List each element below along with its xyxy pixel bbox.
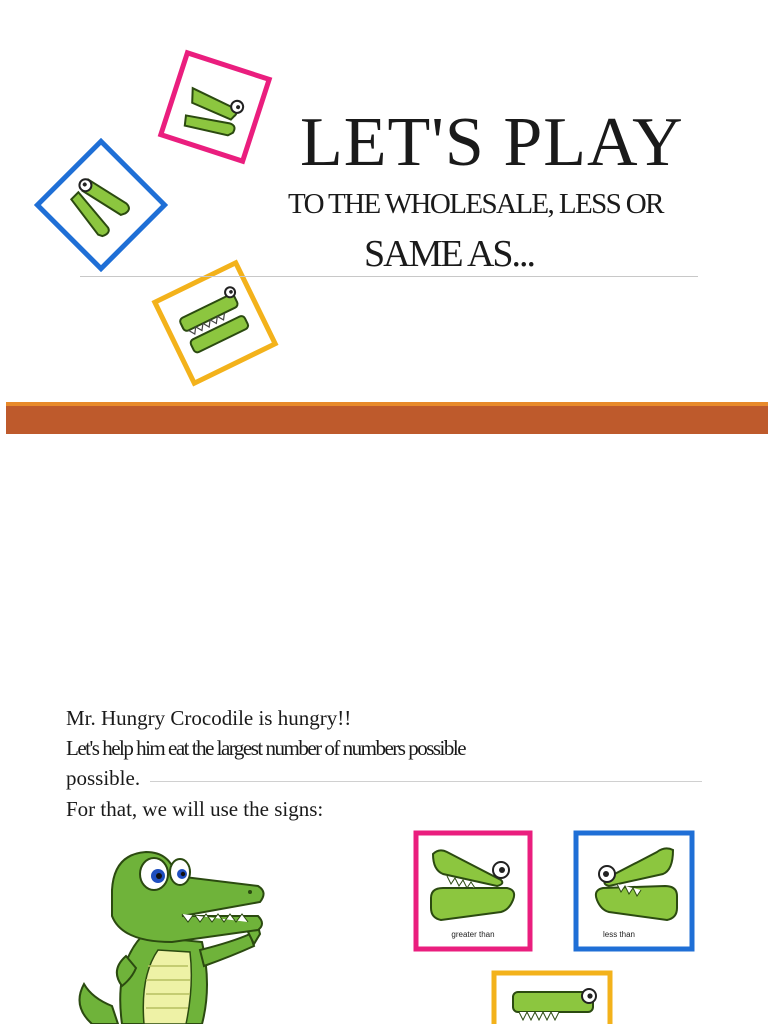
equal-card [491, 970, 613, 1024]
less-than-card [573, 830, 695, 952]
crocodile-mascot-icon [62, 846, 272, 1024]
greater-than-card-icon [152, 44, 278, 170]
slide-subtitle-line1: TO THE WHOLESALE, LESS OR [288, 188, 663, 220]
title-divider [80, 276, 698, 277]
less-than-card-icon [34, 138, 168, 272]
slide-subtitle-line2: SAME AS... [364, 233, 535, 275]
card-caption: greater than [451, 930, 495, 939]
slide-title: LET'S PLAY [300, 104, 684, 181]
body-line-4: For that, we will use the signs: [66, 797, 324, 821]
body-divider [150, 781, 702, 782]
body-line-3: possible. [66, 766, 141, 790]
section-bar [6, 406, 768, 434]
card-caption: less than [602, 930, 636, 939]
body-line-1: Mr. Hungry Crocodile is hungry!! [66, 706, 352, 730]
greater-than-card [413, 830, 533, 952]
body-line-2: Let's help him eat the largest number of numbers possible [66, 736, 466, 760]
